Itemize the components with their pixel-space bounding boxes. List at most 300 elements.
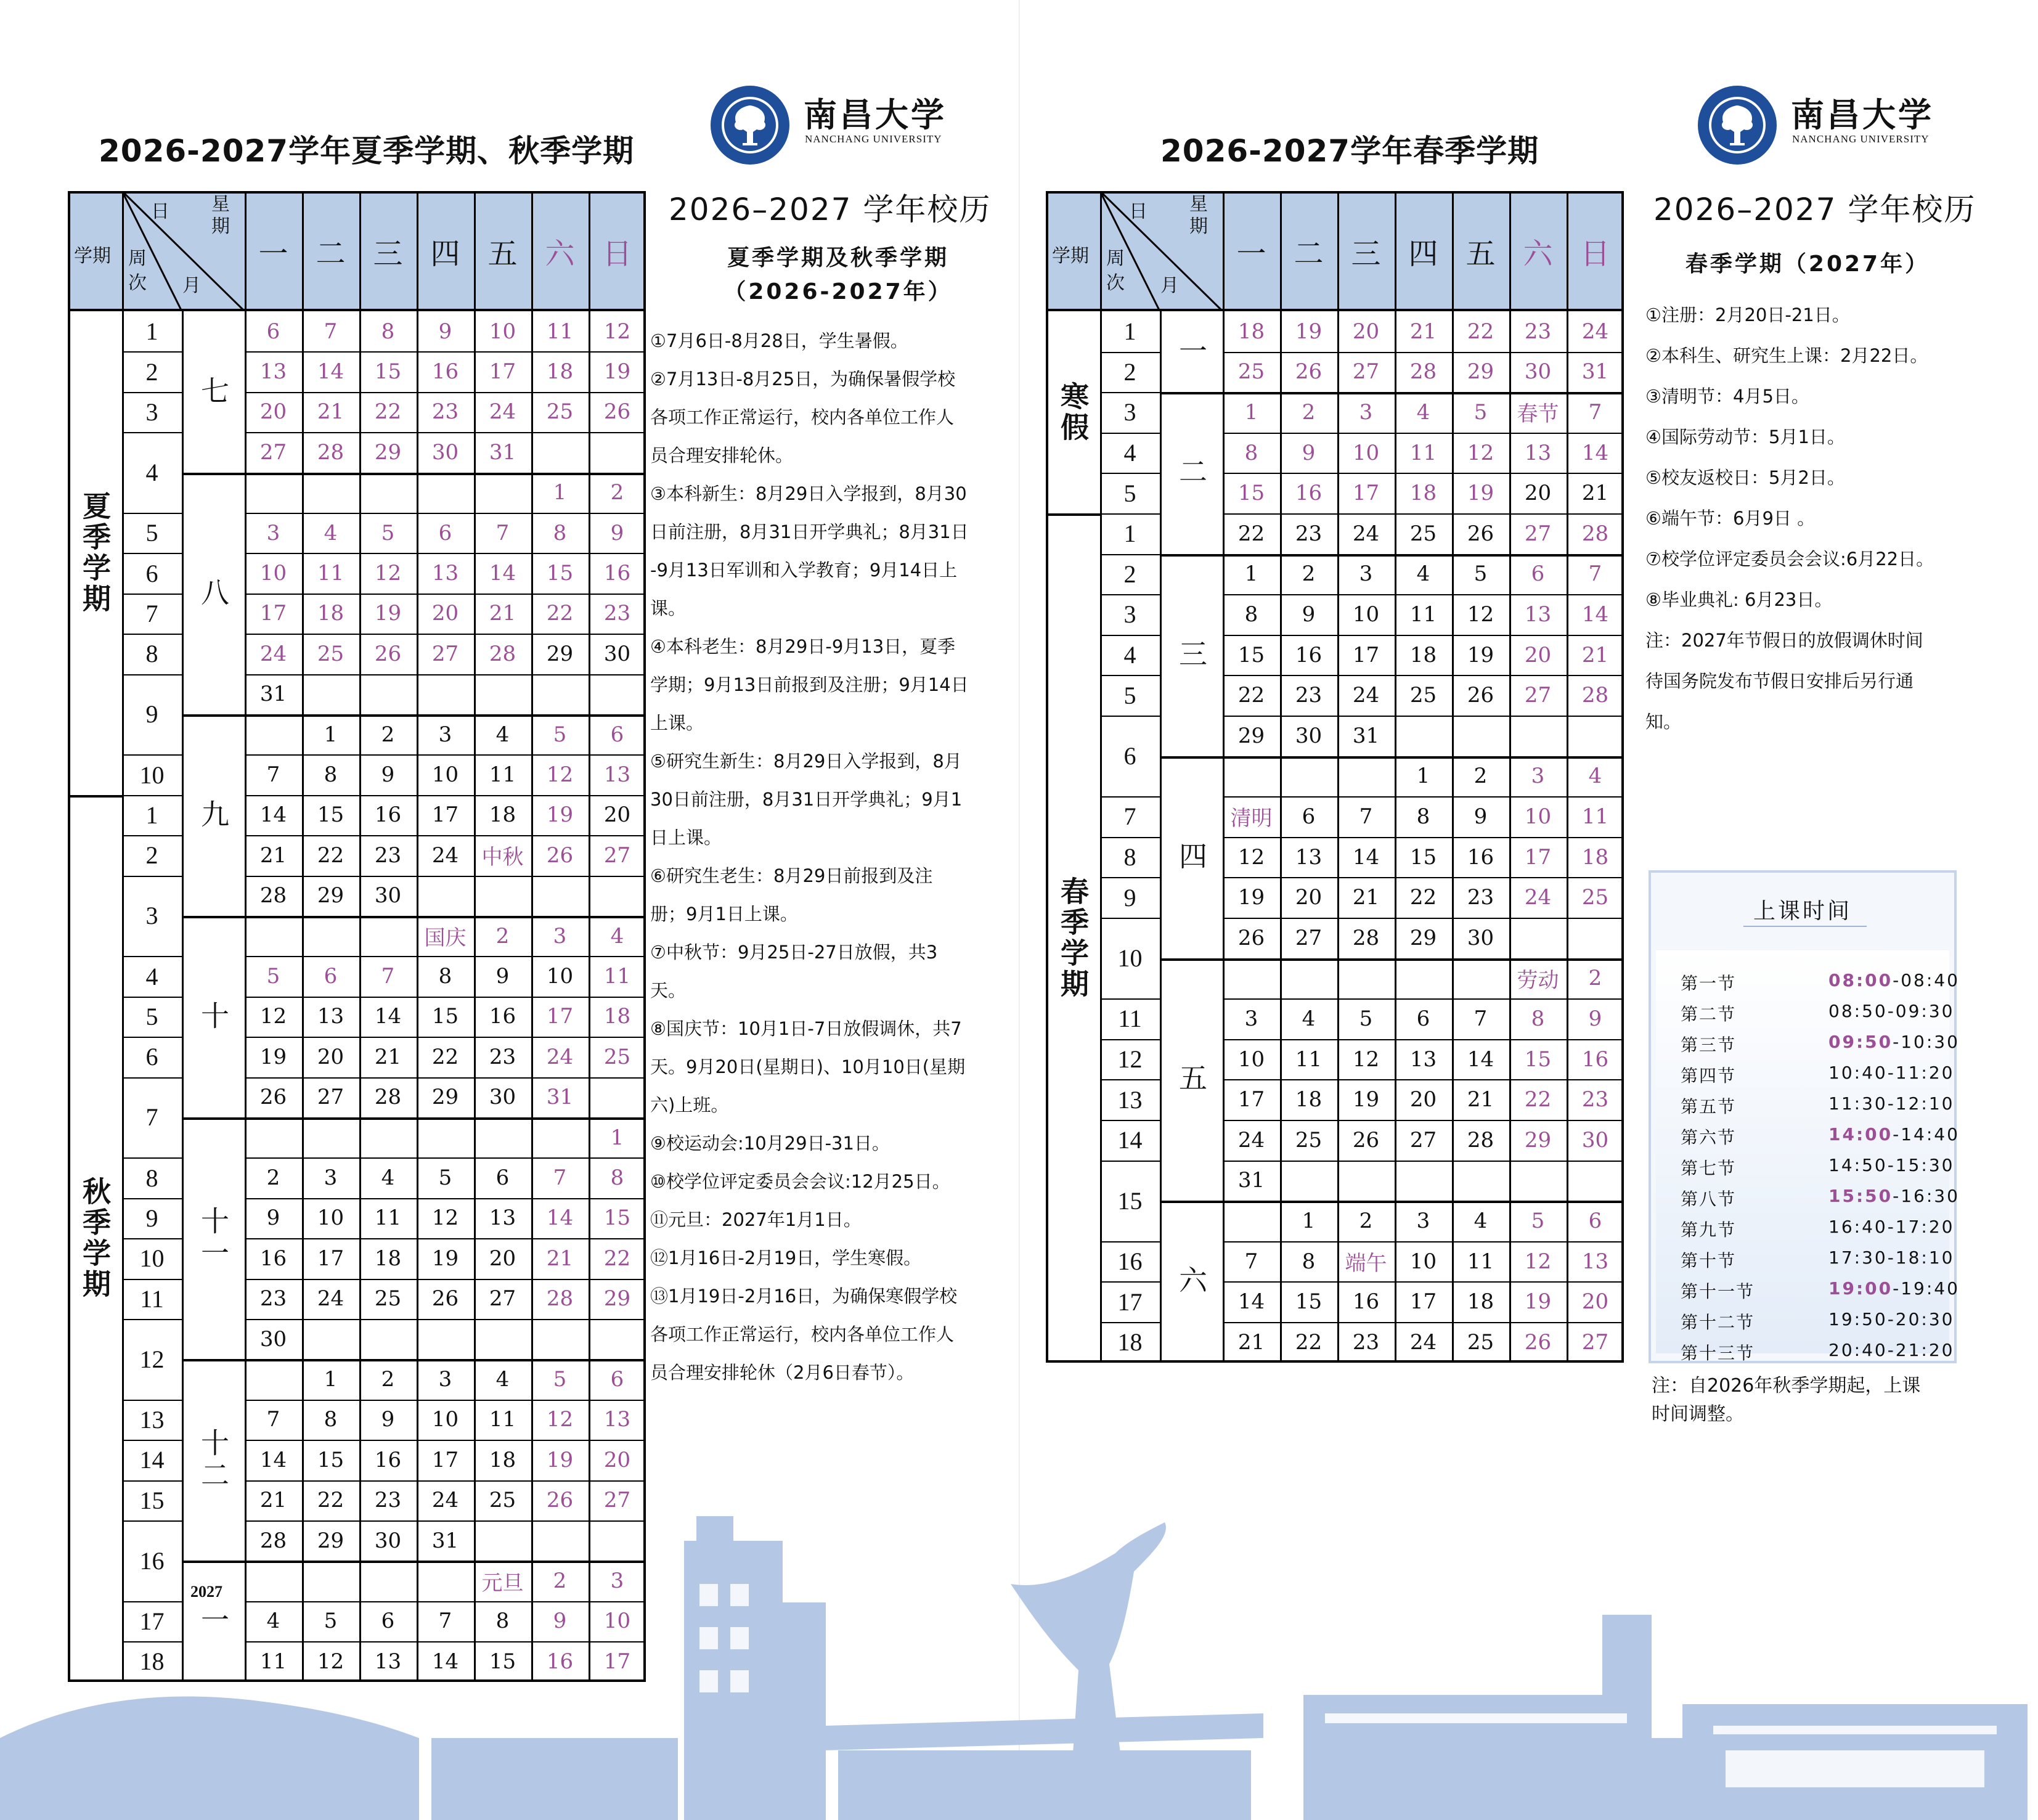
date-cell: 26 (1524, 1329, 1552, 1355)
date-cell: 28 (317, 439, 344, 465)
date-cell: 2 (1359, 1208, 1373, 1233)
date-cell: 21 (259, 1488, 287, 1513)
week-number: 9 (145, 1204, 158, 1232)
right-page-title: 2026-2027学年春季学期 (1160, 133, 1539, 169)
date-cell: 17 (1352, 642, 1380, 667)
date-cell: 21 (1237, 1329, 1265, 1355)
period-time (1828, 970, 1960, 990)
date-cell: 16 (1467, 844, 1494, 870)
date-cell: 17 (1409, 1289, 1437, 1315)
date-cell: 15 (1524, 1047, 1552, 1072)
date-cell: 3 (1244, 1006, 1258, 1031)
date-cell: 29 (374, 439, 402, 465)
grid-line (182, 714, 646, 717)
date-cell: 19 (603, 359, 631, 385)
class-period-row (1681, 970, 1960, 995)
date-cell: 4 (1416, 399, 1430, 425)
period-start-time: 17:30 (1828, 1247, 1888, 1268)
class-times-title: 上课时间 (1753, 899, 1852, 924)
period-time (1828, 1247, 1955, 1268)
note-line: 天。 (650, 980, 687, 1001)
date-cell: 7 (495, 520, 510, 545)
note-line: ③本科新生：8月29日入学报到，8月30 (650, 483, 967, 504)
date-cell: 5 (1473, 561, 1488, 587)
class-period-row (1681, 1124, 1960, 1149)
date-cell: 8 (1531, 1006, 1545, 1031)
left-notes-list (650, 322, 969, 1392)
period-time (1828, 1309, 1955, 1329)
date-cell: 24 (431, 1488, 459, 1513)
weekday-header: 日 (1580, 237, 1610, 271)
header-term-label: 学期 (74, 245, 111, 267)
week-number: 9 (1123, 883, 1136, 912)
date-cell: 13 (1581, 1249, 1609, 1274)
university-seal-icon (709, 84, 791, 166)
date-cell: 10 (259, 561, 287, 586)
date-cell: 5 (553, 1367, 567, 1392)
weekday-header: 四 (430, 237, 460, 271)
date-cell: 2 (495, 923, 510, 949)
period-end-time: -10:30 (1893, 1032, 1960, 1052)
week-number: 12 (1117, 1045, 1143, 1074)
date-cell: 29 (1467, 359, 1494, 385)
date-cell: 23 (1295, 521, 1323, 546)
date-cell: 28 (1581, 683, 1609, 708)
month-label: 六 (1175, 1265, 1208, 1298)
date-cell: 23 (1352, 1329, 1380, 1355)
date-cell: 18 (317, 601, 344, 626)
date-cell: 13 (603, 762, 631, 788)
date-cell: 15 (1237, 642, 1265, 667)
date-cell: 20 (603, 802, 631, 828)
note-line: 六)上班。 (650, 1095, 729, 1116)
date-cell: 30 (374, 883, 402, 908)
date-cell: 31 (259, 682, 287, 707)
university-name-cn: 南昌大学 (804, 95, 947, 134)
left-notes-subtitle-2: （2026-2027年） (723, 279, 953, 304)
date-cell: 8 (324, 762, 338, 788)
university-seal-icon (1696, 84, 1779, 166)
date-cell: 8 (1244, 602, 1258, 627)
note-line: -9月13日军训和入学教育；9月14日上 (650, 560, 958, 581)
note-line: ⑫1月16日-2月19日，学生寒假。 (650, 1247, 922, 1268)
note-line: ⑦中秋节：9月25日-27日放假，共3 (650, 942, 938, 963)
date-cell: 9 (381, 1407, 395, 1432)
date-cell: 8 (381, 319, 395, 344)
date-cell: 29 (1409, 925, 1437, 950)
class-times-footnote (1652, 1372, 1920, 1429)
period-end-time: -12:10 (1887, 1093, 1955, 1114)
date-cell: 18 (374, 1246, 402, 1271)
date-cell: 2 (1302, 399, 1316, 425)
period-time (1828, 1001, 1955, 1021)
class-period-row (1681, 1063, 1955, 1087)
date-cell: 31 (546, 1085, 574, 1110)
date-cell: 23 (603, 601, 631, 626)
date-cell: 19 (1467, 642, 1494, 667)
date-cell: 16 (1295, 481, 1323, 506)
term-label: 夏季学期 (78, 491, 112, 615)
date-cell: 14 (1581, 440, 1609, 465)
date-cell: 6 (324, 964, 338, 989)
date-cell: 14 (489, 561, 516, 586)
date-cell: 24 (1581, 319, 1609, 344)
grid-line (1160, 756, 1624, 759)
date-cell: 8 (324, 1407, 338, 1432)
date-cell: 6 (1416, 1006, 1430, 1031)
date-cell: 28 (259, 1528, 287, 1553)
date-cell: 10 (1352, 440, 1380, 465)
class-period-row (1681, 1001, 1955, 1026)
date-cell: 13 (431, 561, 459, 586)
period-time (1828, 1155, 1955, 1175)
class-period-row (1681, 1032, 1960, 1056)
date-cell: 12 (259, 1004, 287, 1029)
date-cell: 28 (374, 1085, 402, 1110)
period-name: 第九节 (1681, 1220, 1737, 1240)
date-cell: 27 (1409, 1127, 1437, 1153)
date-cell: 9 (495, 964, 510, 989)
header-term-label: 学期 (1052, 245, 1089, 267)
right-notes-subtitle: 春季学期（2027年） (1685, 251, 1930, 277)
date-cell: 7 (553, 1165, 567, 1191)
period-end-time: -18:10 (1887, 1247, 1955, 1268)
date-cell: 15 (603, 1206, 631, 1231)
date-cell: 25 (1409, 521, 1437, 546)
week-number: 7 (1123, 802, 1136, 831)
week-number: 7 (145, 599, 158, 627)
date-cell: 9 (610, 520, 624, 545)
date-cell: 中秋 (481, 845, 524, 870)
date-cell: 11 (1409, 602, 1437, 627)
date-cell: 23 (489, 1044, 516, 1069)
period-start-time: 19:00 (1828, 1278, 1893, 1299)
date-cell: 30 (1467, 925, 1494, 950)
date-cell: 10 (431, 1407, 459, 1432)
note-line: ⑬1月19日-2月16日，为确保寒假学校 (650, 1286, 958, 1307)
date-cell: 12 (1524, 1249, 1552, 1274)
grid-line (182, 1359, 646, 1361)
period-name: 第八节 (1681, 1189, 1737, 1209)
date-cell: 11 (374, 1206, 402, 1231)
date-cell: 18 (489, 1447, 516, 1472)
period-name: 第三节 (1681, 1035, 1737, 1055)
week-number: 5 (1123, 681, 1136, 709)
date-cell: 4 (495, 1367, 510, 1392)
date-cell: 14 (431, 1649, 459, 1674)
date-cell: 17 (1352, 481, 1380, 506)
date-cell: 19 (546, 802, 574, 828)
date-cell: 20 (1524, 642, 1552, 667)
date-cell: 29 (1237, 723, 1265, 748)
date-cell: 19 (1467, 481, 1494, 506)
date-cell: 2 (553, 1569, 567, 1594)
date-cell: 7 (1473, 1006, 1488, 1031)
date-cell: 21 (1581, 481, 1609, 506)
week-number: 17 (139, 1607, 165, 1635)
week-number: 4 (1123, 641, 1136, 669)
date-cell: 28 (489, 641, 516, 666)
date-cell: 16 (1295, 642, 1323, 667)
date-cell: 9 (1473, 804, 1488, 829)
date-cell: 25 (546, 399, 574, 425)
date-cell: 27 (1295, 925, 1323, 950)
date-cell: 22 (1524, 1087, 1552, 1112)
period-end-time: -16:30 (1893, 1186, 1960, 1206)
week-number: 2 (145, 841, 158, 870)
date-cell: 6 (1588, 1208, 1602, 1233)
month-label: 五 (1175, 1063, 1208, 1096)
date-cell: 5 (266, 964, 280, 989)
date-cell: 3 (1359, 561, 1373, 587)
date-cell: 30 (431, 439, 459, 465)
date-cell: 2 (1588, 966, 1602, 991)
date-cell: 2 (266, 1165, 280, 1191)
week-number: 6 (1123, 742, 1136, 770)
date-cell: 16 (1581, 1047, 1609, 1072)
date-cell: 3 (1531, 764, 1545, 789)
date-cell: 13 (1295, 844, 1323, 870)
week-number: 2 (1123, 357, 1136, 386)
date-cell: 11 (1295, 1047, 1323, 1072)
date-cell: 24 (1237, 1127, 1265, 1153)
date-cell: 12 (1237, 844, 1265, 870)
date-cell: 20 (603, 1447, 631, 1472)
grid-line (182, 1117, 646, 1120)
date-cell: 16 (259, 1246, 287, 1271)
date-cell: 26 (1237, 925, 1265, 950)
note-line: 员合理安排轮休。 (650, 445, 794, 466)
month-label: 七 (197, 375, 230, 408)
weekday-header: 四 (1408, 237, 1438, 271)
week-number: 2 (145, 357, 158, 386)
date-cell: 1 (1244, 399, 1258, 425)
date-cell: 13 (317, 1004, 344, 1029)
date-cell: 3 (1416, 1208, 1430, 1233)
date-cell: 30 (1524, 359, 1552, 385)
header-month-label: 月 (1160, 275, 1179, 296)
date-cell: 22 (374, 399, 402, 425)
date-cell: 25 (374, 1286, 402, 1312)
date-cell: 7 (1244, 1249, 1258, 1274)
week-number: 15 (1117, 1186, 1143, 1215)
left-page-title: 2026-2027学年夏季学期、秋季学期 (99, 133, 635, 169)
date-cell: 29 (317, 883, 344, 908)
note-line: ⑧毕业典礼: 6月23日。 (1645, 589, 1833, 610)
class-period-row (1681, 1093, 1955, 1118)
weekday-header: 一 (258, 237, 288, 271)
university-name-cn: 南昌大学 (1791, 95, 1934, 134)
period-end-time: -15:30 (1887, 1155, 1955, 1175)
date-cell: 30 (374, 1528, 402, 1553)
week-number: 18 (139, 1647, 165, 1676)
date-cell: 20 (259, 399, 287, 425)
note-line: 注：2027年节假日的放假调休时间 (1645, 630, 1923, 651)
note-line: 学期；9月13日前报到及注册；9月14日 (650, 674, 969, 695)
date-cell: 国庆 (424, 926, 467, 951)
date-cell: 18 (489, 802, 516, 828)
date-cell: 春节 (1517, 402, 1559, 427)
month-label: 二 (1175, 457, 1208, 489)
date-cell: 23 (374, 843, 402, 868)
date-cell: 13 (1524, 602, 1552, 627)
note-line: ②本科生、研究生上课：2月22日。 (1645, 345, 1928, 366)
date-cell: 16 (489, 1004, 516, 1029)
date-cell: 3 (610, 1569, 624, 1594)
header-xingqi-label: 星期 (211, 194, 230, 237)
date-cell: 23 (1524, 319, 1552, 344)
week-number: 14 (139, 1446, 165, 1474)
date-cell: 14 (546, 1206, 574, 1231)
period-start-time: 09:50 (1828, 1032, 1893, 1052)
date-cell: 3 (1359, 399, 1373, 425)
campus-skyline-illustration (0, 1516, 2038, 1820)
date-cell: 7 (324, 319, 338, 344)
date-cell: 29 (546, 641, 574, 666)
right-calendar-table (1046, 191, 1624, 1363)
period-name: 第十三节 (1681, 1343, 1755, 1363)
date-cell: 26 (603, 399, 631, 425)
period-start-time: 11:30 (1828, 1093, 1888, 1114)
date-cell: 8 (1416, 804, 1430, 829)
week-number: 5 (1123, 479, 1136, 507)
date-cell: 31 (1581, 359, 1609, 385)
class-period-row (1681, 1155, 1955, 1180)
period-time (1828, 1093, 1955, 1114)
date-cell: 14 (259, 802, 287, 828)
date-cell: 21 (546, 1246, 574, 1271)
date-cell: 22 (317, 843, 344, 868)
date-cell: 18 (546, 359, 574, 385)
date-cell: 10 (489, 319, 516, 344)
class-times-title-underline (1743, 926, 1867, 927)
week-number: 16 (139, 1546, 165, 1575)
note-line: ①7月6日-8月28日，学生暑假。 (650, 330, 908, 351)
date-cell: 16 (374, 1447, 402, 1472)
period-end-time: -14:40 (1893, 1124, 1960, 1145)
date-cell: 28 (546, 1286, 574, 1312)
period-start-time: 14:50 (1828, 1155, 1888, 1175)
footnote-line: 时间调整。 (1652, 1403, 1744, 1425)
date-cell: 15 (1409, 844, 1437, 870)
date-cell: 10 (1524, 804, 1552, 829)
month-label: 十一 (197, 1206, 230, 1271)
date-cell: 26 (431, 1286, 459, 1312)
month-label: 九 (197, 799, 230, 831)
date-cell: 30 (489, 1085, 516, 1110)
university-name-en: NANCHANG UNIVERSITY (805, 133, 942, 145)
period-name: 第四节 (1681, 1066, 1737, 1086)
date-cell: 20 (317, 1044, 344, 1069)
month-label: 一 (197, 1605, 230, 1638)
date-cell: 7 (1588, 561, 1602, 587)
weekday-header: 三 (373, 237, 403, 271)
term-label: 春季学期 (1056, 876, 1090, 1000)
period-end-time: -08:40 (1893, 970, 1960, 990)
period-start-time: 08:50 (1828, 1001, 1888, 1021)
date-cell: 12 (1467, 602, 1494, 627)
date-cell: 12 (1467, 440, 1494, 465)
date-cell: 27 (317, 1085, 344, 1110)
header-month-label: 月 (182, 275, 201, 296)
date-cell: 24 (431, 843, 459, 868)
date-cell: 27 (603, 843, 631, 868)
date-cell: 24 (489, 399, 516, 425)
date-cell: 6 (266, 319, 280, 344)
date-cell: 3 (266, 520, 280, 545)
date-cell: 27 (1352, 359, 1380, 385)
grid-line (1160, 958, 1624, 961)
note-line: 课。 (650, 598, 687, 619)
date-cell: 17 (603, 1649, 631, 1674)
date-cell: 20 (1581, 1289, 1609, 1315)
date-cell: 清明 (1230, 806, 1273, 831)
note-line: 册；9月1日上课。 (650, 904, 798, 924)
note-line: 待国务院发布节假日安排后另行通 (1645, 671, 1914, 692)
date-cell: 1 (324, 1367, 338, 1392)
week-number: 10 (1117, 944, 1143, 973)
week-number: 1 (145, 801, 158, 829)
month-year-label: 2027 (190, 1583, 222, 1601)
header-week-label: 周次 (1106, 248, 1125, 294)
date-cell: 2 (610, 480, 624, 505)
date-cell: 9 (1302, 440, 1316, 465)
month-label: 一 (1175, 335, 1208, 368)
date-cell: 5 (381, 520, 395, 545)
note-line: 各项工作正常运行，校内各单位工作人 (650, 1324, 955, 1345)
class-times-panel (1649, 870, 1960, 1363)
note-line: ⑥端午节：6月9日 。 (1645, 508, 1816, 529)
date-cell: 8 (1302, 1249, 1316, 1274)
date-cell: 14 (374, 1004, 402, 1029)
date-cell: 5 (1359, 1006, 1373, 1031)
date-cell: 22 (603, 1246, 631, 1271)
date-cell: 4 (1416, 561, 1430, 587)
header-xingqi-label: 星期 (1189, 194, 1208, 237)
weekday-header: 五 (487, 237, 518, 271)
date-cell: 10 (1409, 1249, 1437, 1274)
date-cell: 30 (259, 1326, 287, 1352)
date-cell: 15 (317, 1447, 344, 1472)
period-end-time: -17:20 (1887, 1217, 1955, 1237)
date-cell: 11 (489, 762, 516, 788)
date-cell: 1 (1302, 1208, 1316, 1233)
week-number: 17 (1117, 1287, 1143, 1316)
date-cell: 18 (1237, 319, 1265, 344)
note-line: 知。 (1645, 711, 1682, 732)
date-cell: 15 (1295, 1289, 1323, 1315)
date-cell: 1 (610, 1125, 624, 1150)
date-cell: 9 (1588, 1006, 1602, 1031)
grid-line (1223, 1161, 1624, 1162)
date-cell: 25 (1581, 885, 1609, 910)
date-cell: 26 (1295, 359, 1323, 385)
date-cell: 19 (431, 1246, 459, 1271)
date-cell: 25 (603, 1044, 631, 1069)
date-cell: 18 (1467, 1289, 1494, 1315)
date-cell: 24 (1409, 1329, 1437, 1355)
date-cell: 22 (1467, 319, 1494, 344)
note-line: 日上课。 (650, 827, 722, 848)
weekday-header: 六 (1523, 237, 1553, 271)
date-cell: 16 (546, 1649, 574, 1674)
week-number: 1 (1123, 520, 1136, 548)
date-cell: 16 (374, 802, 402, 828)
right-notes-list (1645, 295, 1934, 742)
class-period-row (1681, 1217, 1955, 1241)
date-cell: 28 (1467, 1127, 1494, 1153)
date-cell: 8 (495, 1609, 510, 1634)
